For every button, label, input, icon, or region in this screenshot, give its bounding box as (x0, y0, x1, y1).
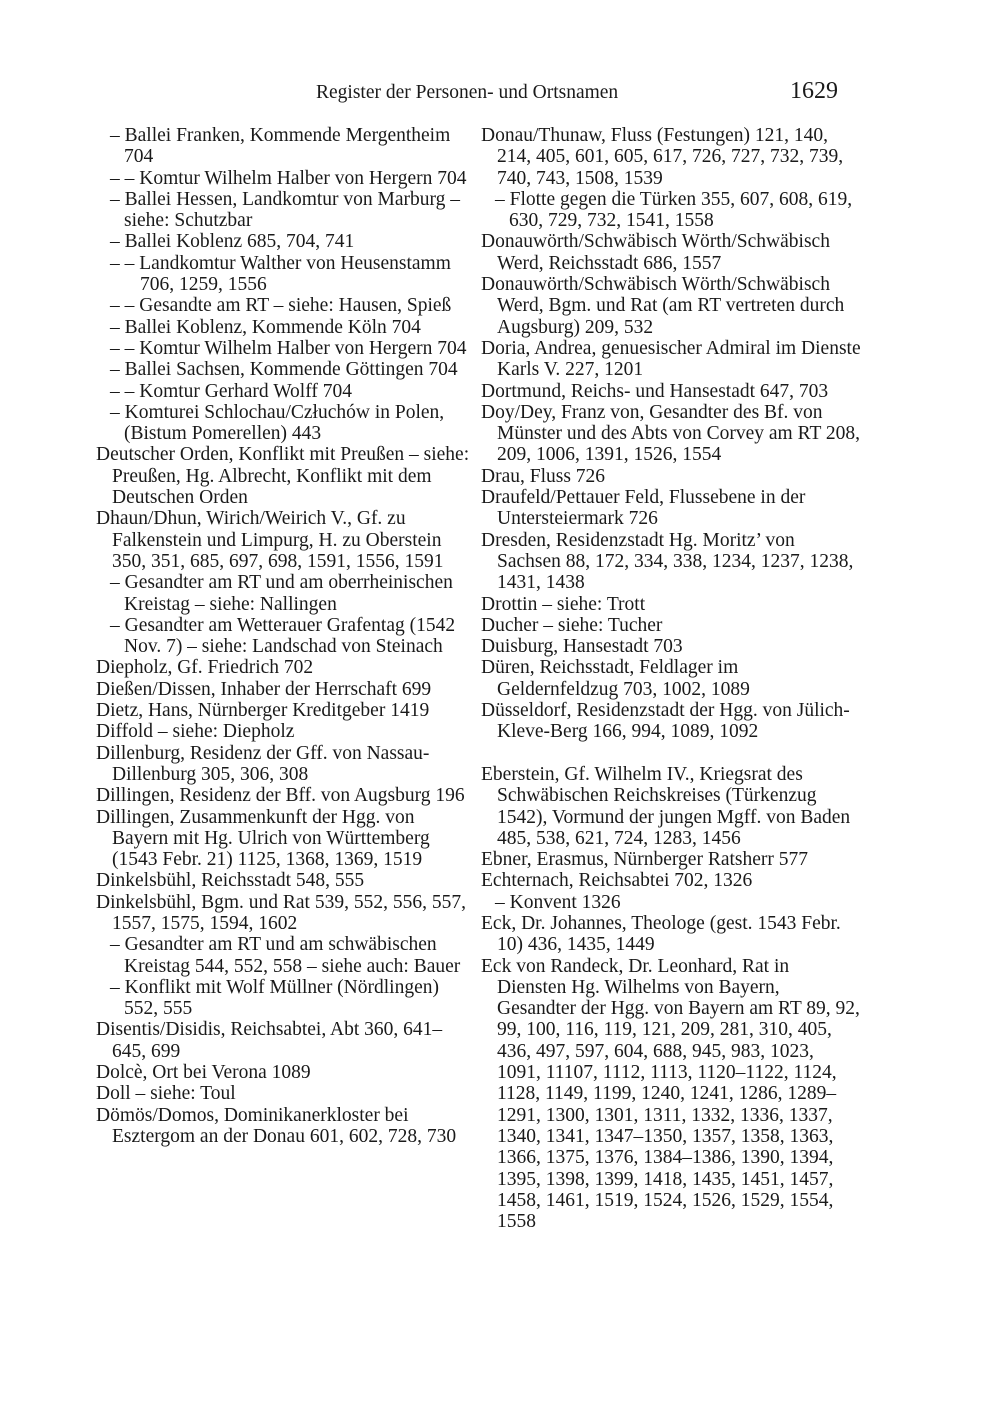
index-entry: – Ballei Franken, Kommende Mergentheim 704 (110, 125, 451, 168)
index-entry: Dillenburg, Residenz der Gff. von Nassau-Dillenburg 305, 306, 308 (96, 742, 430, 785)
index-entry: – – Landkomtur Walther von Heusenstamm 706, 1259, 1556 (110, 252, 451, 296)
index-entry: Dortmund, Reichs- und Hansestadt 647, 703 (481, 380, 829, 402)
index-entry: Deutscher Orden, Konflikt mit Preußen – siehe: Preußen, Hg. Albrecht, Konflikt mit dem Deutschen Orden (96, 444, 470, 509)
index-entry: Dömös/Domos, Dominikanerkloster bei Esztergom an der Donau 601, 602, 728, 730 (96, 1104, 457, 1147)
index-entry: Eck, Dr. Johannes, Theologe (gest. 1543 Febr. 10) 436, 1435, 1449 (481, 912, 841, 956)
index-entry: Doll – siehe: Toul (96, 1083, 236, 1105)
index-entry: Ducher – siehe: Tucher (481, 614, 663, 636)
index-entry: – Ballei Koblenz, Kommende Köln 704 (110, 316, 421, 338)
index-entry: – Ballei Sachsen, Kommende Göttingen 704 (110, 359, 458, 381)
index-entry: – Ballei Hessen, Landkomtur von Marburg – siehe: Schutzbar (110, 188, 461, 232)
index-entry: – Gesandter am Wetterauer Grafentag (1542 Nov. 7) – siehe: Landschad von Steinach (110, 614, 456, 658)
index-entry: Dolcè, Ort bei Verona 1089 (96, 1062, 311, 1084)
index-entry: Donauwörth/Schwäbisch Wörth/Schwäbisch Werd, Reichsstadt 686, 1557 (481, 231, 830, 274)
index-entry: – – Gesandte am RT – siehe: Hausen, Spieß (110, 295, 452, 317)
index-entry: Dillingen, Residenz der Bff. von Augsburg 196 (96, 785, 465, 807)
index-entry: Düsseldorf, Residenzstadt der Hgg. von Jülich-Kleve-Berg 166, 994, 1089, 1092 (481, 700, 850, 743)
index-column-left (96, 125, 471, 1147)
index-entry: – Ballei Koblenz 685, 704, 741 (110, 231, 355, 253)
index-entry: – – Komtur Gerhard Wolff 704 (110, 380, 352, 402)
index-entry: Dinkelsbühl, Bgm. und Rat 539, 552, 556, 557, 1557, 1575, 1594, 1602 (96, 891, 466, 934)
index-entry: Disentis/Disidis, Reichsabtei, Abt 360, 641–645, 699 (96, 1019, 443, 1062)
index-column-right (481, 125, 861, 1232)
index-entry: Echternach, Reichsabtei 702, 1326 (481, 870, 753, 892)
index-entry: Diepholz, Gf. Friedrich 702 (96, 657, 314, 679)
index-entry: – Komturei Schlochau/Człuchów in Polen, (Bistum Pomerellen) 443 (110, 401, 445, 445)
index-entry: Dhaun/Dhun, Wirich/Weirich V., Gf. zu Falkenstein und Limpurg, H. zu Oberstein 350, 351, 685, 697, 698, 1591, 1556, 1591 (96, 508, 444, 572)
index-entry: Donauwörth/Schwäbisch Wörth/Schwäbisch Werd, Bgm. und Rat (am RT vertreten durch Augsburg) 209, 532 (481, 274, 845, 338)
index-entry: – – Komtur Wilhelm Halber von Hergern 704 (110, 337, 467, 359)
index-entry: – Gesandter am RT und am schwäbischen Kreistag 544, 552, 558 – siehe auch: Bauer (110, 934, 461, 977)
index-entry: – Gesandter am RT und am oberrheinischen Kreistag – siehe: Nallingen (110, 572, 453, 615)
index-entry: – – Komtur Wilhelm Halber von Hergern 704 (110, 167, 467, 189)
index-entry: Doria, Andrea, genuesischer Admiral im Dienste Karls V. 227, 1201 (481, 337, 861, 381)
index-entry: – Konvent 1326 (495, 891, 621, 913)
running-header-title: Register der Personen- und Ortsnamen (316, 82, 619, 103)
index-entry: Dießen/Dissen, Inhaber der Herrschaft 699 (96, 678, 432, 700)
index-entry: Dresden, Residenzstadt Hg. Moritz’ von Sachsen 88, 172, 334, 338, 1234, 1237, 1238, 1431, 1438 (481, 529, 854, 594)
index-entry: Dillingen, Zusammenkunft der Hgg. von Bayern mit Hg. Ulrich von Württemberg (1543 Febr. 21) 1125, 1368, 1369, 1519 (96, 806, 430, 871)
index-entry: Drottin – siehe: Trott (481, 593, 646, 615)
index-entry: Drau, Fluss 726 (481, 465, 606, 487)
index-entry: – Flotte gegen die Türken 355, 607, 608, 619, 630, 729, 732, 1541, 1558 (495, 188, 853, 232)
page-number: 1629 (790, 78, 838, 104)
index-entry: – Konflikt mit Wolf Müllner (Nördlingen) 552, 555 (110, 976, 439, 1020)
index-entry: Duisburg, Hansestadt 703 (481, 636, 683, 658)
index-entry: Ebner, Erasmus, Nürnberger Ratsherr 577 (481, 849, 809, 871)
index-entry: Donau/Thunaw, Fluss (Festungen) 121, 140, 214, 405, 601, 605, 617, 726, 727, 732, 739, 740, 743, 1508, 1539 (481, 125, 844, 189)
index-entry: Eck von Randeck, Dr. Leonhard, Rat in Diensten Hg. Wilhelms von Bayern, Gesandter der Hgg. von Bayern am RT 89, 92, 99, 100, 116, 119, 121, 209, 281, 310, 405, 436, 497, 597, 604, 688, 945, 983, 1023, 1091, 11107, 1112, 1113, 1120–1122, 1124, 1128, 1149, 1199, 1240, 1241, 1286, 1289–1291, 1300, 1301, 1311, 1332, 1336, 1337, 1340, 1341, 1347–1350, 1357, 1358, 1363, 1366, 1375, 1376, 1384–1386, 1390, 1394, 1395, 1398, 1399, 1418, 1435, 1451, 1457, 1458, 1461, 1519, 1524, 1526, 1529, 1554, 1558 (481, 955, 860, 1233)
index-entry: Doy/Dey, Franz von, Gesandter des Bf. von Münster und des Abts von Corvey am RT 208, 209, 1006, 1391, 1526, 1554 (481, 401, 860, 466)
index-entry: Dinkelsbühl, Reichsstadt 548, 555 (96, 870, 365, 892)
index-entry: Dietz, Hans, Nürnberger Kreditgeber 1419 (96, 700, 430, 722)
index-entry: Düren, Reichsstadt, Feldlager im Geldernfeldzug 703, 1002, 1089 (481, 657, 750, 700)
index-entry: Diffold – siehe: Diepholz (96, 721, 295, 743)
index-entry: Draufeld/Pettauer Feld, Flussebene in der Untersteiermark 726 (481, 487, 806, 530)
index-entry: Eberstein, Gf. Wilhelm IV., Kriegsrat des Schwäbischen Reichskreises (Türkenzug 1542), Vormund der jungen Mgff. von Baden 485, 538, 621, 724, 1283, 1456 (481, 763, 851, 849)
